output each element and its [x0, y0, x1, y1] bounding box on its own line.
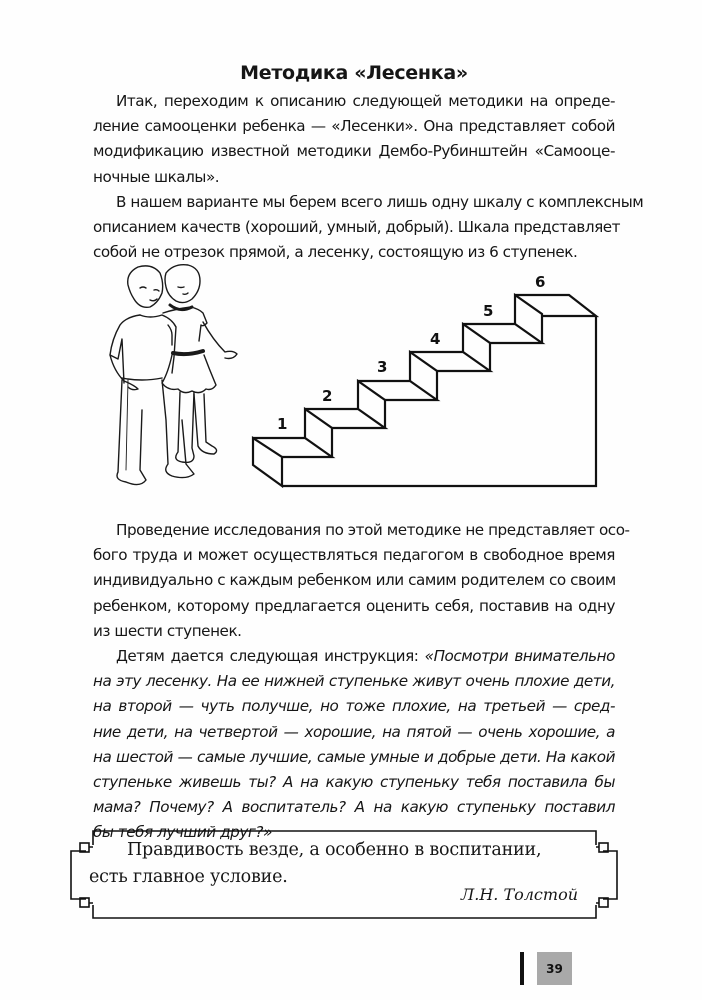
text-line: на второй — чуть получше, но тоже плохие, на третьей — сред-	[93, 697, 615, 716]
children-figure	[110, 265, 237, 485]
text-line: ночные шкалы».	[93, 167, 220, 186]
quote-line: есть главное условие.	[89, 867, 288, 887]
text-line: на эту лесенку. На ее нижней ступеньке живут очень плохие дети,	[93, 672, 615, 691]
step-label-1: 1	[277, 415, 288, 433]
text-line: модификацию известной методики Дембо-Рубинштейн «Самооце-	[93, 142, 615, 161]
instruction-lead: Детям дается следующая инструкция:	[116, 647, 425, 665]
text-line: бы тебя лучший друг?»	[93, 823, 272, 842]
quote-line: Правдивость везде, а особенно в воспитании,	[127, 840, 542, 860]
text-line: из шести ступенек.	[93, 621, 242, 640]
text-line: мама? Почему? А воспитатель? А на какую ступеньку поставил	[93, 798, 615, 817]
text-line: бого труда и может осуществляться педагогом в свободное время	[93, 546, 615, 565]
quote-text	[89, 837, 589, 891]
page-number-bar	[520, 952, 524, 985]
staircase-illustration	[90, 255, 620, 505]
text-line: на шестой — самые лучшие, самые умные и добрые дети. На какой	[93, 747, 615, 766]
paragraph-procedure	[93, 518, 630, 644]
section-title: Методика «Лесенка»	[240, 62, 468, 84]
step-label-6: 6	[535, 273, 546, 291]
text-line: ние дети, на четвертой — хорошие, на пятой — очень хорошие, а	[93, 722, 615, 741]
step-label-5: 5	[483, 302, 494, 320]
quote-author: Л.Н. Толстой	[460, 885, 578, 904]
page-number: 39	[537, 952, 572, 985]
text-line: ступеньке живешь ты? А на какую ступеньку тебя поставила бы	[93, 773, 615, 792]
text-line: индивидуально с каждым ребенком или самим родителем со своим	[93, 571, 616, 590]
text-line: Итак, переходим к описанию следующей методики на опреде-	[116, 92, 615, 110]
paragraph-instruction	[93, 644, 615, 846]
step-label-2: 2	[322, 387, 333, 405]
text-line: собой не отрезок прямой, а лесенку, состоящую из 6 ступенек.	[93, 243, 578, 262]
paragraph-intro	[93, 89, 615, 190]
text-line: В нашем варианте мы берем всего лишь одну шкалу с комплексным	[116, 193, 644, 211]
text-line	[93, 644, 615, 669]
text-line: описанием качеств (хороший, умный, добрый). Шкала представляет	[93, 218, 621, 237]
step-label-3: 3	[377, 358, 388, 376]
instruction-quote: «Посмотри внимательно	[424, 647, 615, 665]
text-line: Проведение исследования по этой методике не представляет осо-	[116, 521, 630, 539]
text-line: ребенком, которому предлагается оценить себя, поставив на одну	[93, 596, 615, 615]
staircase	[253, 295, 596, 486]
step-label-4: 4	[430, 330, 441, 348]
text-line: ление самооценки ребенка — «Лесенки». Она представляет собой	[93, 117, 615, 136]
